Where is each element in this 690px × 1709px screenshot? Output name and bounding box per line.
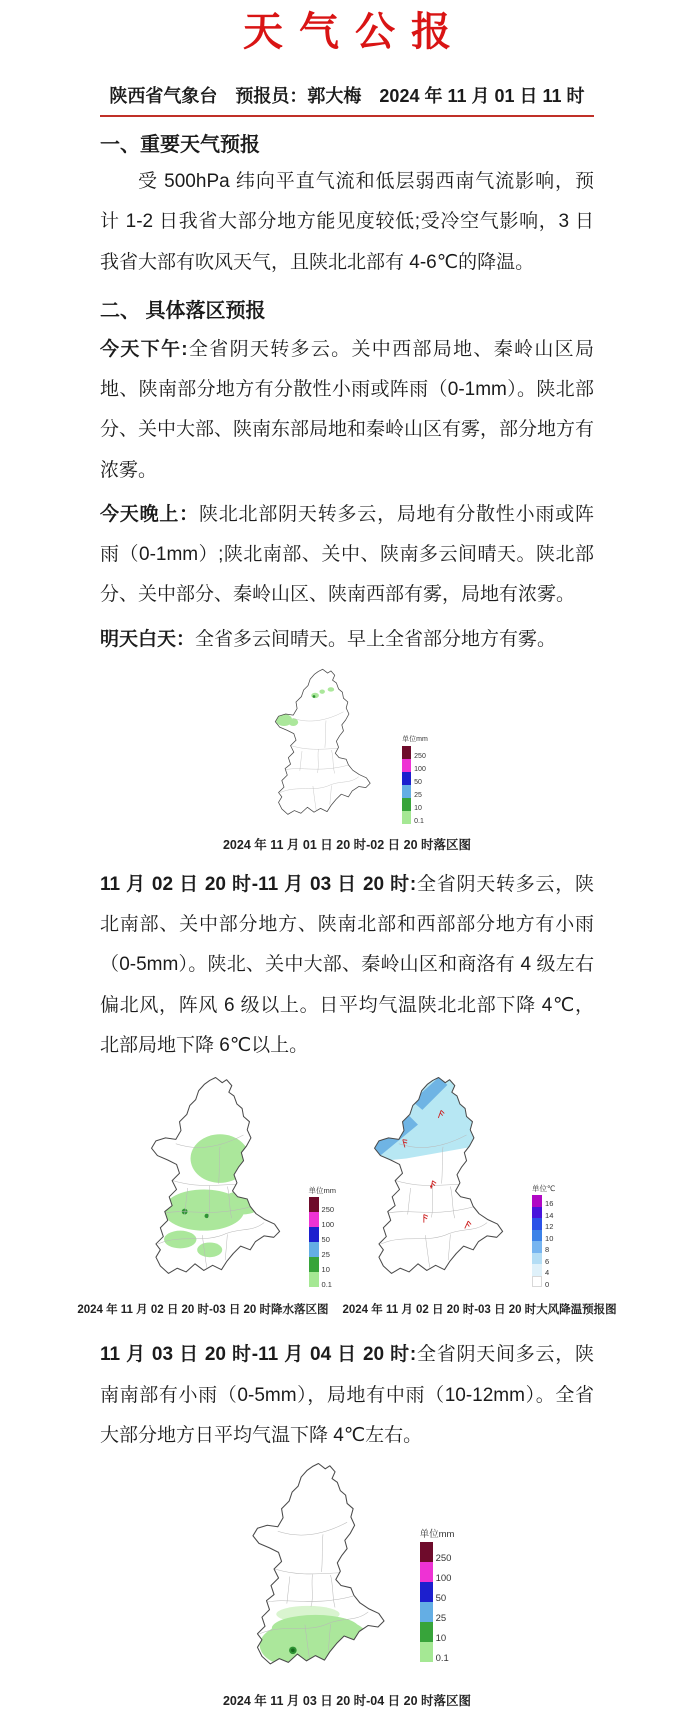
legend-label: 50 [321, 1234, 330, 1244]
precip-legend [420, 1530, 455, 1663]
precip-legend [309, 1187, 337, 1288]
legend-swatch [420, 1562, 433, 1582]
legend-swatch [309, 1197, 319, 1212]
figure-pair-captions [77, 1301, 617, 1317]
legend-label: 250 [414, 752, 426, 760]
legend-segment [402, 785, 428, 798]
paragraph-lead: 明天白天： [100, 628, 196, 650]
legend-label: 25 [321, 1249, 330, 1259]
legend-label: 100 [414, 765, 426, 773]
legend-swatch [532, 1207, 542, 1219]
legend-swatch [532, 1230, 542, 1242]
legend-segment [402, 759, 428, 772]
legend-label: 8 [545, 1245, 550, 1255]
paragraph-lead: 11 月 03 日 20 时-11 月 04 日 20 时: [100, 1344, 417, 1366]
legend-swatch [532, 1253, 542, 1265]
legend-swatch [402, 772, 411, 785]
legend-label: 0 [545, 1279, 550, 1289]
legend-segment [532, 1241, 555, 1253]
legend-swatch [309, 1272, 319, 1287]
legend-segment [402, 772, 428, 785]
legend-label: 50 [414, 778, 422, 786]
paragraph-tomorrow-day [100, 620, 594, 660]
paragraph-lead: 今天下午: [100, 338, 188, 360]
legend-segment [402, 746, 428, 759]
legend-label: 6 [545, 1256, 550, 1266]
legend-segment [309, 1197, 337, 1212]
cooling-area-overlay [362, 1076, 524, 1163]
legend-swatch [309, 1227, 319, 1242]
legend-label: 12 [545, 1222, 554, 1232]
legend-swatch [402, 759, 411, 772]
shaanxi-precip-map-nov02 [139, 1076, 301, 1297]
legend-label: 25 [414, 791, 422, 799]
legend-segment [309, 1212, 337, 1227]
paragraph-text: 全省阴天转多云。关中西部局地、秦岭山区局地、陕南部分地方有分散性小雨或阵雨（0-1mm）。陕北部分、关中大部、陕南东部局地和秦岭山区有雾，部分地方有浓雾。 [100, 338, 595, 481]
rain-area-overlay [276, 687, 334, 726]
figure1-caption: 2024 年 11 月 01 日 20 时-02 日 20 时落区图 [222, 837, 472, 852]
legend-swatch [420, 1582, 433, 1602]
legend-swatch [532, 1218, 542, 1230]
legend-label: 0.1 [321, 1279, 332, 1289]
figure2-caption: 2024 年 11 月 02 日 20 时-03 日 20 时降水落区图 [77, 1304, 329, 1317]
rain-area-overlay [163, 1134, 262, 1257]
legend-label: 0.1 [414, 817, 424, 825]
section1-body: 受 500hPa 纬向平直气流和低层弱西南气流影响，预计 1-2 日我省大部分地方能见度较低;受冷空气影响，3 日我省大部有吹风天气，且陕北北部有 4-6℃的降温。 [100, 171, 594, 273]
legend-segment [532, 1276, 555, 1288]
legend-label: 100 [321, 1219, 335, 1229]
shaanxi-precip-map-nov01 [266, 668, 386, 832]
legend-swatch [420, 1642, 433, 1662]
figure-rain-map-nov01 [100, 668, 594, 832]
legend-segment [309, 1272, 337, 1287]
paragraph-text: 陕北北部阴天转多云，局地有分散性小雨或阵雨（0-1mm）;陕北南部、关中、陕南多云间晴天。陕北部分、关中部分、秦岭山区、陕南西部有雾，局地有浓雾。 [100, 503, 594, 606]
legend-label: 250 [435, 1552, 452, 1564]
legend-title: 单位℃ [532, 1183, 556, 1193]
legend-swatch [532, 1264, 542, 1276]
precip-legend [402, 736, 428, 824]
source-meta-line: 陕西省气象台 预报员：郭大梅 2024 年 11 月 01 日 11 时 [100, 82, 594, 117]
figure3-caption: 2024 年 11 月 02 日 20 时-03 日 20 时大风降温预报图 [342, 1304, 617, 1317]
legend-segment [532, 1195, 555, 1207]
legend-swatch [402, 798, 411, 811]
legend-swatch [309, 1242, 319, 1257]
legend-segment [420, 1622, 455, 1642]
rain-area-overlay [259, 1606, 369, 1668]
legend-swatch [420, 1602, 433, 1622]
temp-legend [532, 1185, 555, 1288]
shaanxi-precip-map-nov03 [240, 1462, 406, 1688]
legend-segment [532, 1253, 555, 1265]
paragraph-today-afternoon [100, 330, 594, 491]
section1-heading: 一、重要天气预报 [100, 134, 260, 156]
legend-label: 50 [435, 1592, 447, 1604]
legend-label: 16 [545, 1199, 554, 1209]
legend-swatch [402, 746, 411, 759]
legend-label: 10 [321, 1264, 330, 1274]
legend-label: 100 [435, 1572, 452, 1584]
legend-segment [309, 1242, 337, 1257]
legend-label: 14 [545, 1210, 554, 1220]
legend-segment [532, 1264, 555, 1276]
figure4-caption: 2024 年 11 月 03 日 20 时-04 日 20 时落区图 [222, 1694, 472, 1709]
legend-swatch [309, 1212, 319, 1227]
legend-label: 4 [545, 1268, 550, 1278]
legend-title: 单位mm [308, 1185, 337, 1195]
legend-label: 250 [321, 1204, 335, 1214]
legend-swatch [532, 1241, 542, 1253]
legend-segment [402, 798, 428, 811]
legend-segment [532, 1207, 555, 1219]
legend-segment [420, 1642, 455, 1662]
paragraph-text: 全省多云间晴天。早上全省部分地方有雾。 [195, 628, 557, 650]
paragraph-nov02-03 [100, 865, 594, 1066]
paragraph-text: 全省阴天转多云，陕北南部、关中部分地方、陕南北部和西部部分地方有小雨（0-5mm）。陕北、关中大部、秦岭山区和商洛有 4 级左右偏北风，阵风 6 级以上。日平均气温陕北北部下降 4℃，北部局地下降 6℃以上。 [100, 873, 594, 1056]
page-title: 天气公报 [243, 10, 467, 54]
legend-swatch [309, 1257, 319, 1272]
legend-swatch [402, 785, 411, 798]
figure-pair-nov02 [100, 1076, 594, 1297]
legend-segment [420, 1562, 455, 1582]
legend-title: 单位mm [402, 735, 428, 743]
legend-swatch [420, 1542, 433, 1562]
figure-wind-cooling-map-nov02 [362, 1076, 555, 1297]
legend-label: 0.1 [435, 1652, 449, 1664]
paragraph-lead: 11 月 02 日 20 时-11 月 03 日 20 时: [100, 873, 417, 895]
legend-label: 10 [435, 1632, 447, 1644]
legend-swatch [532, 1276, 542, 1288]
legend-label: 10 [545, 1233, 554, 1243]
paragraph-tonight [100, 495, 594, 616]
paragraph-lead: 今天晚上： [100, 503, 199, 525]
legend-swatch [420, 1622, 433, 1642]
legend-segment [309, 1257, 337, 1272]
legend-segment [532, 1230, 555, 1242]
legend-title: 单位mm [419, 1528, 455, 1540]
figure-rain-map-nov03 [100, 1462, 594, 1688]
legend-label: 25 [435, 1612, 447, 1624]
legend-segment [420, 1602, 455, 1622]
legend-segment [309, 1227, 337, 1242]
section2-heading: 二、 具体落区预报 [100, 299, 266, 322]
paragraph-nov03-04 [100, 1335, 594, 1456]
paragraph-text: 全省阴天间多云，陕南南部有小雨（0-5mm），局地有中雨（10-12mm）。全省大部分地方日平均气温下降 4℃左右。 [100, 1344, 594, 1446]
figure-rain-map-nov02 [139, 1076, 337, 1297]
legend-segment [532, 1218, 555, 1230]
legend-segment [402, 811, 428, 824]
legend-segment [420, 1542, 455, 1562]
shaanxi-cooling-map-nov02 [362, 1076, 524, 1297]
legend-segment [420, 1582, 455, 1602]
legend-label: 10 [414, 804, 422, 812]
legend-swatch [532, 1195, 542, 1207]
legend-swatch [402, 811, 411, 824]
